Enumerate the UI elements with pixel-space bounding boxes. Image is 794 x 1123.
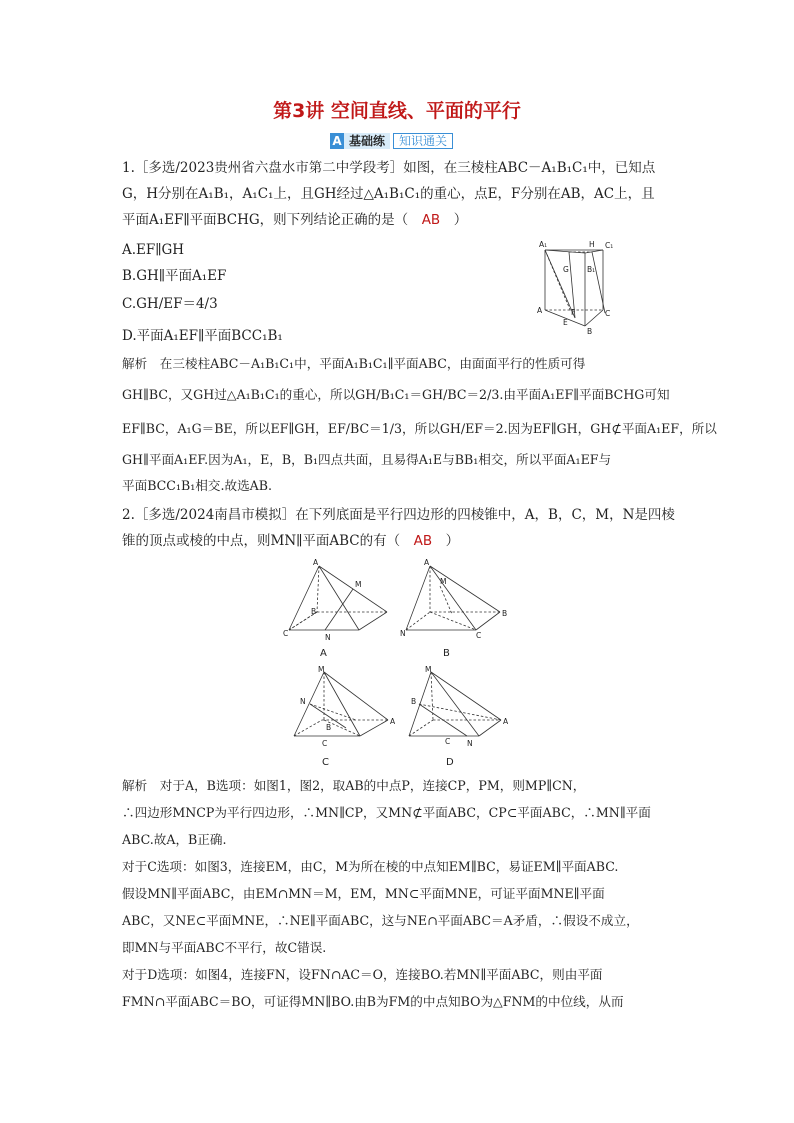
q2-solution-8: 对于D选项：如图4，连接FN，设FN∩AC＝O，连接BO.若MN∥平面ABC，则由平面 — [122, 967, 603, 982]
section-badge — [330, 133, 453, 149]
q2-line-1: 2.［多选/2024南昌市模拟］在下列底面是平行四边形的四棱锥中，A，B，C，M，N是四棱 — [122, 507, 675, 523]
label-A: A — [424, 558, 430, 567]
label-M: M — [425, 665, 432, 674]
label-G: G — [563, 265, 569, 274]
label-B: B — [411, 697, 417, 706]
label-B: B — [311, 607, 317, 616]
q1-stem-end: 平面A₁EF∥平面BCHG，则下列结论正确的是（ — [122, 212, 409, 228]
label-B: B — [326, 723, 332, 732]
q1-option-b: B.GH∥平面A₁EF — [122, 268, 227, 284]
label-B: B — [502, 609, 508, 618]
label-N: N — [325, 633, 331, 642]
q2-line-2 — [122, 533, 459, 549]
label-C1: C₁ — [605, 241, 614, 250]
label-C: C — [476, 631, 482, 640]
caption-c: C — [322, 757, 329, 768]
label-N: N — [400, 629, 406, 638]
q1-solution-2: GH∥BC，又GH过△A₁B₁C₁的重心，所以GH/B₁C₁＝GH/BC＝2/3.由平面A₁EF∥平面BCHG可知 — [122, 387, 670, 402]
q2-solution-2: ∴四边形MNCP为平行四边形，∴MN∥CP，又MN⊄平面ABC，CP⊂平面ABC，∴MN∥平面 — [122, 805, 651, 820]
label-C: C — [322, 739, 328, 748]
label-F: F — [571, 308, 576, 317]
badge-topic: 知识通关 — [393, 133, 453, 149]
q2-solution-4: 对于C选项：如图3，连接EM，由C，M为所在棱的中点知EM∥BC，易证EM∥平面ABC. — [122, 859, 619, 874]
label-A1: A₁ — [539, 240, 548, 249]
label-N: N — [300, 697, 306, 706]
pyramid-figure-c — [290, 664, 400, 754]
label-C: C — [445, 737, 451, 746]
q1-line-1: 1.［多选/2023贵州省六盘水市第二中学段考］如图，在三棱柱ABC－A₁B₁C₁中，已知点 — [122, 160, 656, 176]
label-M: M — [355, 580, 362, 589]
page-title: 第3讲 空间直线、平面的平行 — [273, 100, 521, 122]
label-A: A — [390, 717, 396, 726]
q1-option-c: C.GH/EF＝4/3 — [122, 296, 218, 312]
pyramid-figure-a — [283, 556, 393, 646]
label-H: H — [589, 240, 595, 249]
label-M: M — [440, 577, 447, 586]
q1-solution-5: 平面BCC₁B₁相交.故选AB. — [122, 478, 273, 493]
q1-line-3 — [122, 212, 467, 228]
badge-level: 基础练 — [344, 133, 390, 149]
label-E: E — [563, 318, 568, 327]
prism-figure — [535, 238, 615, 338]
label-A: A — [313, 558, 319, 567]
q2-answer: AB — [413, 533, 433, 549]
q1-solution-1: 解析 在三棱柱ABC－A₁B₁C₁中，平面A₁B₁C₁∥平面ABC，由面面平行的性质可得 — [122, 356, 586, 371]
q2-solution-6: ABC，又NE⊂平面MNE，∴NE∥平面ABC，这与NE∩平面ABC＝A矛盾，∴假设不成立， — [122, 913, 639, 928]
label-B: B — [587, 327, 593, 336]
label-B1: B₁ — [587, 265, 596, 274]
q1-paren-close: ） — [453, 212, 468, 228]
q2-paren-close: ） — [445, 533, 460, 549]
q1-option-d: D.平面A₁EF∥平面BCC₁B₁ — [122, 328, 283, 344]
pyramid-figure-d — [405, 664, 515, 754]
pyramid-figure-b — [400, 556, 510, 646]
q1-answer: AB — [421, 212, 441, 228]
q2-solution-3: ABC.故A，B正确. — [122, 832, 227, 847]
label-C: C — [283, 629, 289, 638]
caption-a: A — [320, 648, 327, 659]
label-M: M — [318, 665, 325, 674]
label-N: N — [467, 739, 473, 748]
label-A: A — [537, 306, 543, 315]
q2-solution-7: 即MN与平面ABC不平行，故C错误. — [122, 940, 327, 955]
q2-solution-5: 假设MN∥平面ABC，由EM∩MN＝M，EM，MN⊂平面MNE，可证平面MNE∥平面 — [122, 886, 605, 901]
q1-option-a: A.EF∥GH — [122, 242, 185, 258]
q2-solution-1: 解析 对于A，B选项：如图1，图2，取AB的中点P，连接CP，PM，则MP∥CN， — [122, 778, 586, 793]
q2-stem-end: 锥的顶点或棱的中点，则MN∥平面ABC的有（ — [122, 533, 401, 549]
q1-solution-3: EF∥BC，A₁G＝BE，所以EF∥GH，EF/BC＝1/3，所以GH/EF＝2.因为EF∥GH，GH⊄平面A₁EF，所以 — [122, 421, 717, 436]
label-C: C — [605, 309, 611, 318]
q2-solution-9: FMN∩平面ABC＝BO，可证得MN∥BO.由B为FM的中点知BO为△FNM的中位线，从而 — [122, 994, 624, 1009]
caption-b: B — [443, 648, 450, 659]
caption-d: D — [446, 757, 454, 768]
label-A: A — [503, 717, 509, 726]
q1-line-2: G，H分别在A₁B₁，A₁C₁上，且GH经过△A₁B₁C₁的重心，点E，F分别在AB，AC上，且 — [122, 186, 655, 202]
badge-letter: A — [330, 133, 344, 149]
q1-solution-4: GH∥平面A₁EF.因为A₁，E，B，B₁四点共面，且易得A₁E与BB₁相交，所以平面A₁EF与 — [122, 452, 612, 467]
